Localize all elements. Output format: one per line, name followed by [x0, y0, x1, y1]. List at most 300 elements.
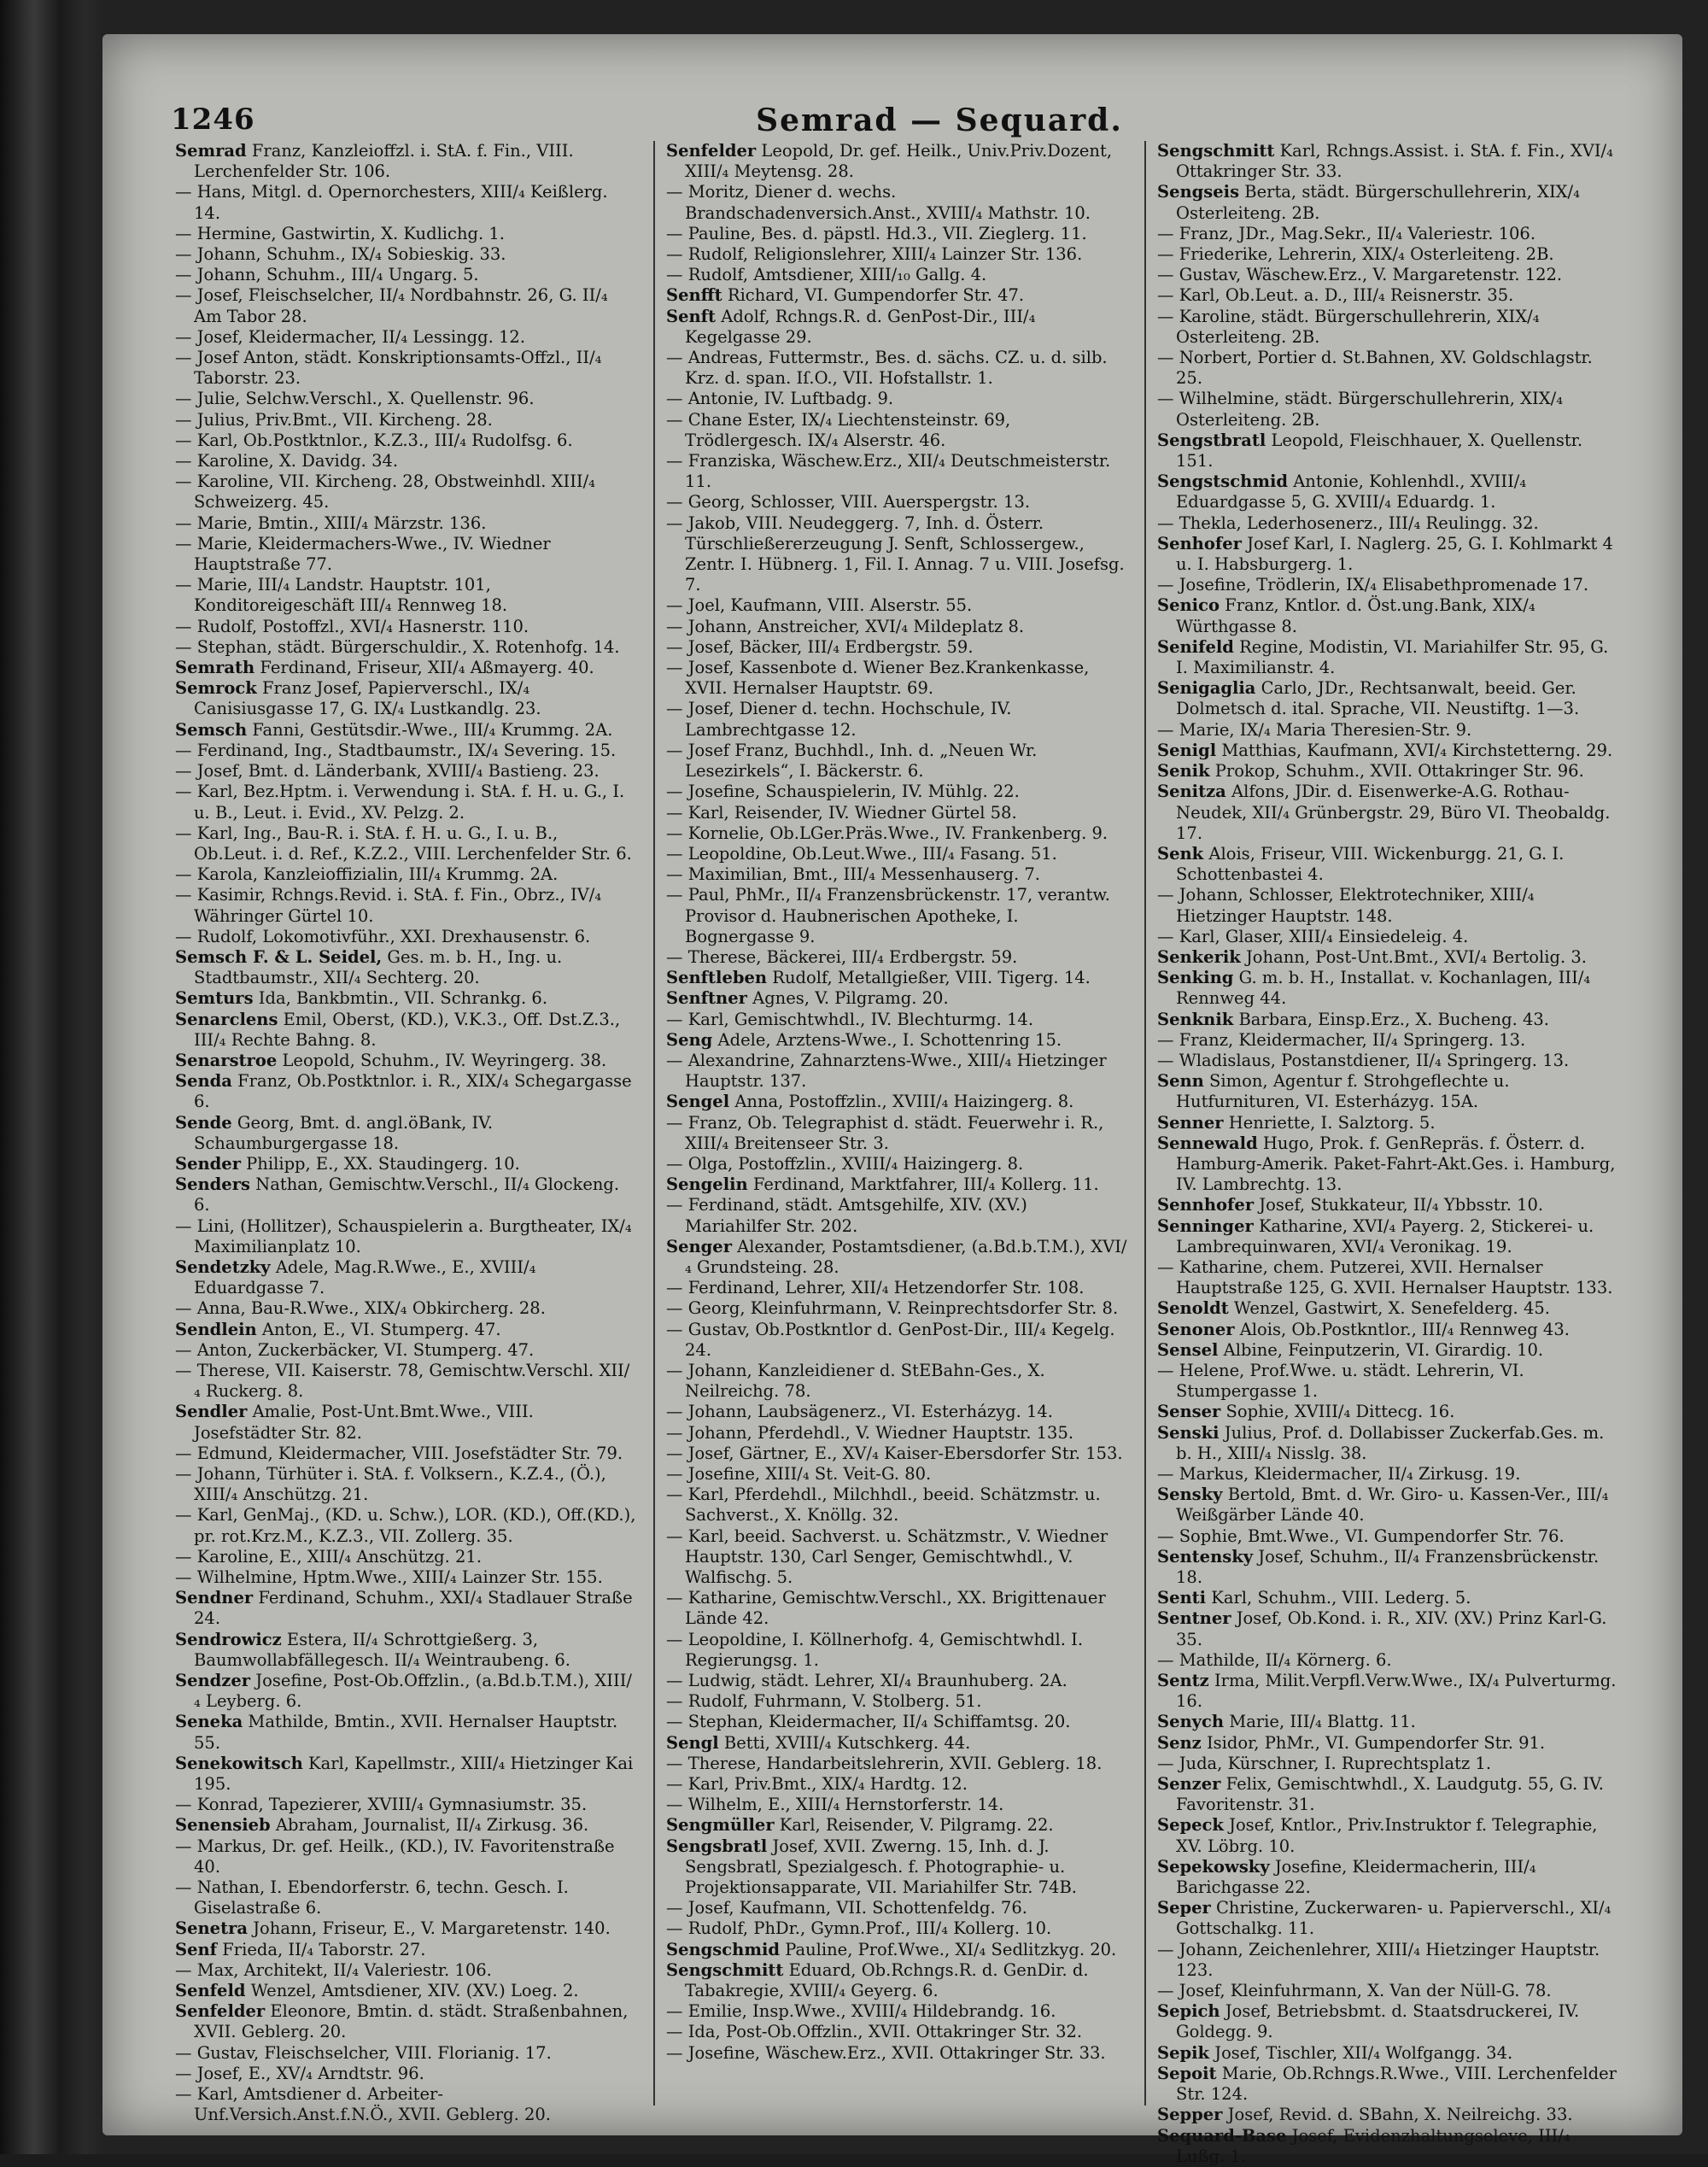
directory-entry — [175, 720, 636, 741]
entry-text: Betti, XVIII/₄ Kutschkerg. 44. — [718, 1732, 971, 1753]
entry-text: — Joel, Kaufmann, VIII. Alserstr. 55. — [666, 595, 973, 616]
entry-text: — Karl, Ing., Bau-R. i. StA. f. H. u. G., I. u. B., Ob.Leut. i. d. Ref., K.Z.2., VIII. Lerchenfelder Str. 6. — [175, 823, 632, 864]
directory-entry — [175, 1340, 636, 1361]
entry-text: Berta, städt. Bürgerschullehrerin, XIX/₄ Osterleiteng. 2B. — [1176, 182, 1580, 223]
entry-surname: Senking — [1157, 968, 1234, 988]
entry-text: — Josef, Fleischselcher, II/₄ Nordbahnstr. 26, G. II/₄ Am Tabor 28. — [175, 285, 608, 326]
column-divider — [653, 141, 655, 2106]
entry-surname: Sendetzky — [175, 1256, 271, 1277]
entry-surname: Sennewald — [1157, 1133, 1258, 1153]
entry-text: Wenzel, Gastwirt, X. Senefelderg. 45. — [1228, 1298, 1550, 1319]
directory-entry — [1157, 1733, 1618, 1754]
entry-surname: Senti — [1157, 1588, 1207, 1608]
directory-entry — [1157, 1588, 1618, 1608]
entry-text: Matthias, Kaufmann, XVI/₄ Kirchstetterng. 29. — [1216, 740, 1613, 760]
entry-text: Nathan, Gemischtw.Verschl., II/₄ Glockeng. 6. — [194, 1174, 620, 1215]
entry-text: — Chane Ester, IX/₄ Liechtensteinstr. 69, Trödlergesch. IX/₄ Alserstr. 46. — [666, 409, 1011, 450]
directory-entry — [666, 1298, 1127, 1319]
entry-surname: Sengschmid — [666, 1939, 781, 1959]
entry-text: Simon, Agentur f. Strohgeflechte u. Hutfurnituren, VI. Esterházyg. 15A. — [1176, 1071, 1510, 1112]
entry-surname: Sengsbratl — [666, 1836, 768, 1856]
directory-entry — [666, 265, 1127, 285]
column-2 — [666, 141, 1127, 2106]
directory-entry — [666, 1671, 1127, 1691]
entry-text: — Olga, Postoffzlin., XVIII/₄ Haizingerg. 8. — [666, 1153, 1024, 1174]
directory-entry — [1157, 244, 1618, 265]
entry-text: — Mathilde, II/₄ Körnerg. 6. — [1157, 1649, 1392, 1670]
entry-text: Frieda, II/₄ Taborstr. 27. — [217, 1939, 426, 1959]
directory-entry — [175, 1402, 636, 1443]
directory-entry — [666, 1712, 1127, 1732]
directory-entry — [1157, 761, 1618, 782]
entry-text: G. m. b. H., Installat. v. Kochanlagen, III/₄ Rennweg 44. — [1176, 968, 1591, 1009]
directory-entry — [666, 1237, 1127, 1278]
directory-entry — [666, 1795, 1127, 1815]
directory-entry — [1157, 1298, 1618, 1319]
entry-text: — Rudolf, Amtsdiener, XIII/₁₀ Gallg. 4. — [666, 265, 987, 285]
entry-surname: Sengschmitt — [666, 1959, 784, 1980]
entry-text: Hugo, Prok. f. GenRepräs. f. Österr. d. Hamburg-Amerik. Paket-Fahrt-Akt.Ges. i. Hamburg, IV. Lambrechtg. 13. — [1176, 1133, 1616, 1195]
entry-surname: Sensel — [1157, 1339, 1219, 1360]
directory-entry — [175, 1567, 636, 1588]
entry-text: Karl, Schuhm., VIII. Lederg. 5. — [1206, 1588, 1471, 1608]
entry-surname: Senych — [1157, 1712, 1225, 1732]
entry-text: — Franz, Kleidermacher, II/₄ Springerg. 13. — [1157, 1029, 1526, 1050]
entry-text: Josefine, Post-Ob.Offzlin., (a.Bd.b.T.M.), XIII/₄ Leyberg. 6. — [194, 1671, 632, 1712]
entry-text: Franz Josef, Papierverschl., IX/₄ Canisiusgasse 17, G. IX/₄ Lustkandlg. 23. — [194, 678, 541, 719]
directory-entry — [175, 864, 636, 885]
entry-text: — Therese, Handarbeitslehrerin, XVII. Geblerg. 18. — [666, 1753, 1103, 1773]
directory-entry — [666, 2001, 1127, 2022]
entry-surname: Semsch F. & L. Seidel, — [175, 946, 383, 967]
directory-entry — [666, 1836, 1127, 1899]
entry-text: — Josefine, Wäschew.Erz., XVII. Ottakringer Str. 33. — [666, 2042, 1106, 2063]
entry-surname: Senninger — [1157, 1215, 1254, 1236]
directory-entry — [666, 1464, 1127, 1485]
directory-entry — [1157, 637, 1618, 678]
entry-text: — Kasimir, Rchngs.Revid. i. StA. f. Fin., Obrz., IV/₄ Währinger Gürtel 10. — [175, 885, 602, 926]
directory-entry — [666, 224, 1127, 244]
entry-text: — Josefine, Trödlerin, IX/₄ Elisabethpromenade 17. — [1157, 575, 1589, 595]
directory-entry — [175, 1154, 636, 1174]
directory-entry — [1157, 1361, 1618, 1402]
directory-entry — [175, 1547, 636, 1567]
directory-entry — [175, 885, 636, 926]
directory-entry — [175, 348, 636, 389]
directory-entry — [666, 617, 1127, 637]
entry-surname: Senk — [1157, 843, 1204, 864]
entry-surname: Sentensky — [1157, 1546, 1254, 1567]
directory-entry — [175, 265, 636, 285]
directory-entry — [1157, 1940, 1618, 1981]
entry-surname: Sengl — [666, 1732, 719, 1753]
directory-entry — [1157, 1195, 1618, 1215]
entry-text: — Anton, Zuckerbäcker, VI. Stumperg. 47. — [175, 1339, 535, 1360]
directory-entry — [175, 782, 636, 823]
directory-entry — [666, 1195, 1127, 1236]
entry-text: — Wilhelmine, Hptm.Wwe., XIII/₄ Lainzer Str. 155. — [175, 1567, 603, 1588]
entry-surname: Senensieb — [175, 1815, 271, 1836]
directory-entry — [175, 141, 636, 182]
directory-entry — [1157, 141, 1618, 182]
directory-entry — [666, 1485, 1127, 1526]
entry-text: — Katharine, chem. Putzerei, XVII. Hernalser Hauptstraße 125, G. XVII. Hernalser Hauptstr. 133. — [1157, 1256, 1613, 1298]
entry-text: — Johann, Schlosser, Elektrotechniker, XIII/₄ Hietzinger Hauptstr. 148. — [1157, 885, 1535, 926]
entry-text: Prokop, Schuhm., XVII. Ottakringer Str. 96. — [1209, 761, 1584, 782]
directory-entry — [1157, 2126, 1618, 2167]
directory-entry — [1157, 1857, 1618, 1898]
directory-entry — [175, 224, 636, 244]
directory-entry — [1157, 1981, 1618, 2001]
entry-surname: Senftner — [666, 988, 747, 1009]
directory-entry — [1157, 307, 1618, 348]
entry-text: — Karl, Ob.Postktnlor., K.Z.3., III/₄ Rudolfsg. 6. — [175, 430, 573, 450]
directory-entry — [175, 1361, 636, 1402]
entry-text: — Rudolf, Fuhrmann, V. Stolberg. 51. — [666, 1691, 982, 1712]
directory-entry — [666, 492, 1127, 512]
entry-surname: Senftleben — [666, 968, 768, 988]
entry-surname: Semturs — [175, 988, 254, 1009]
directory-entry — [1157, 1340, 1618, 1361]
directory-entry — [1157, 595, 1618, 636]
entry-surname: Sender — [175, 1153, 241, 1174]
entry-text: Josef, Tischler, XII/₄ Wolfgangg. 34. — [1209, 2042, 1513, 2063]
directory-entry — [666, 1588, 1127, 1629]
directory-entry — [666, 1691, 1127, 1712]
entry-text: — Gustav, Fleischselcher, VIII. Florianig. 17. — [175, 2042, 552, 2063]
entry-text: Rudolf, Metallgießer, VIII. Tigerg. 14. — [767, 968, 1091, 988]
entry-text: Antonie, Kohlenhdl., XVIII/₄ Eduardgasse 5, G. XVIII/₄ Eduardg. 1. — [1176, 471, 1527, 512]
entry-surname: Sengstbratl — [1157, 430, 1266, 450]
directory-entry — [666, 307, 1127, 348]
directory-entry — [1157, 1898, 1618, 1939]
entry-text: — Josef, Gärtner, E., XV/₄ Kaiser-Ebersdorfer Str. 153. — [666, 1443, 1123, 1463]
entry-text: — Stephan, Kleidermacher, II/₄ Schiffamtsg. 20. — [666, 1712, 1071, 1732]
directory-entry — [175, 988, 636, 1009]
directory-entry — [175, 513, 636, 534]
directory-entry — [1157, 182, 1618, 223]
directory-entry — [1157, 1133, 1618, 1196]
entry-text: Adolf, Rchngs.R. d. GenPost-Dir., III/₄ Kegelgasse 29. — [685, 306, 1036, 347]
directory-entry — [1157, 968, 1618, 1009]
entry-text: — Karl, Gemischtwhdl., IV. Blechturmg. 14. — [666, 1009, 1034, 1029]
directory-entry — [175, 1444, 636, 1464]
directory-entry — [175, 1671, 636, 1712]
column-divider — [1144, 141, 1146, 2106]
directory-entry — [175, 451, 636, 471]
entry-surname: Sengelin — [666, 1174, 748, 1195]
directory-entry — [666, 2043, 1127, 2064]
entry-surname: Sepik — [1157, 2042, 1210, 2063]
directory-entry — [1157, 1423, 1618, 1464]
entry-text: — Karl, Amtsdiener d. Arbeiter-Unf.Versich.Anst.f.N.Ö., XVII. Geblerg. 20. — [175, 2084, 552, 2125]
entry-text: Josef, Ob.Kond. i. R., XIV. (XV.) Prinz Karl-G. 35. — [1176, 1608, 1607, 1649]
entry-text: — Gustav, Wäschew.Erz., V. Margaretenstr. 122. — [1157, 265, 1563, 285]
directory-entry — [175, 285, 636, 326]
directory-columns — [175, 141, 1623, 2166]
directory-entry — [666, 389, 1127, 409]
directory-entry — [1157, 844, 1618, 885]
entry-text: Alois, Ob.Postkntlor., III/₄ Rennweg 43. — [1234, 1319, 1570, 1339]
directory-entry — [666, 658, 1127, 699]
entry-text: Karl, Kapellmstr., XIII/₄ Hietzinger Kai 195. — [194, 1753, 634, 1795]
directory-entry — [666, 1444, 1127, 1464]
entry-text: Anna, Postoffzlin., XVIII/₄ Haizingerg. 8. — [729, 1092, 1074, 1112]
directory-entry — [1157, 224, 1618, 244]
directory-entry — [175, 658, 636, 678]
directory-entry — [175, 741, 636, 761]
directory-entry — [175, 1010, 636, 1051]
entry-surname: Senik — [1157, 761, 1210, 782]
directory-entry — [1157, 1815, 1618, 1856]
directory-entry — [175, 1588, 636, 1629]
entry-text: — Josef, Kassenbote d. Wiener Bez.Krankenkasse, XVII. Hernalser Hauptstr. 69. — [666, 658, 1090, 699]
entry-text: Ferdinand, Friseur, XII/₄ Aßmayerg. 40. — [254, 658, 594, 678]
entry-text: Josef, Schuhm., II/₄ Franzensbrückenstr. 18. — [1176, 1546, 1600, 1588]
directory-entry — [175, 1940, 636, 1960]
entry-text: — Alexandrine, Zahnarztens-Wwe., XIII/₄ Hietzinger Hauptstr. 137. — [666, 1050, 1107, 1092]
entry-text: — Julius, Priv.Bmt., VII. Kircheng. 28. — [175, 409, 493, 430]
entry-text: — Karola, Kanzleioffizialin, III/₄ Krummg. 2A. — [175, 864, 559, 885]
entry-surname: Senders — [175, 1174, 250, 1195]
directory-entry — [175, 1795, 636, 1815]
entry-surname: Senser — [1157, 1402, 1221, 1422]
directory-entry — [666, 988, 1127, 1009]
directory-entry — [175, 1712, 636, 1753]
entry-surname: Sengschmitt — [1157, 141, 1275, 161]
entry-text: — Ludwig, städt. Lehrer, XI/₄ Braunhuberg. 2A. — [666, 1671, 1068, 1691]
directory-entry — [666, 513, 1127, 596]
entry-text: Albine, Feinputzerin, VI. Girardig. 10. — [1218, 1339, 1544, 1360]
directory-entry — [666, 741, 1127, 782]
entry-text: — Julie, Selchw.Verschl., X. Quellenstr. 96. — [175, 389, 535, 409]
entry-text: — Johann, Laubsägenerz., VI. Esterházyg. 14. — [666, 1402, 1054, 1422]
entry-text: — Ida, Post-Ob.Offzlin., XVII. Ottakringer Str. 32. — [666, 2022, 1083, 2042]
directory-entry — [175, 678, 636, 719]
directory-entry — [666, 1051, 1127, 1092]
entry-text: — Ferdinand, Lehrer, XII/₄ Hetzendorfer Str. 108. — [666, 1278, 1085, 1298]
entry-text: Alois, Friseur, VIII. Wickenburgg. 21, G. I. Schottenbastei 4. — [1176, 843, 1565, 885]
entry-text: — Hermine, Gastwirtin, X. Kudlichg. 1. — [175, 223, 506, 243]
entry-surname: Senfelder — [175, 2001, 266, 2022]
entry-text: — Marie, III/₄ Landstr. Hauptstr. 101, Konditoreigeschäft III/₄ Rennweg 18. — [175, 575, 508, 616]
entry-surname: Senn — [1157, 1071, 1204, 1092]
directory-entry — [666, 410, 1127, 451]
directory-entry — [666, 1320, 1127, 1361]
directory-entry — [175, 823, 636, 864]
entry-surname: Senkerik — [1157, 946, 1241, 967]
entry-text: — Karl, Ob.Leut. a. D., III/₄ Reisnerstr. 35. — [1157, 285, 1514, 306]
entry-text: Leopold, Dr. gef. Heilk., Univ.Priv.Dozent, XIII/₄ Meytensg. 28. — [685, 141, 1113, 182]
entry-text: — Rudolf, Postoffzl., XVI/₄ Hasnerstr. 110. — [175, 616, 529, 636]
entry-surname: Sensky — [1157, 1485, 1223, 1505]
directory-entry — [175, 637, 636, 658]
entry-text: — Sophie, Bmt.Wwe., VI. Gumpendorfer Str. 76. — [1157, 1526, 1565, 1546]
entry-text: — Josef, Kaufmann, VII. Schottenfeldg. 76. — [666, 1898, 1027, 1918]
entry-surname: Seng — [666, 1029, 713, 1050]
entry-text: — Leopoldine, I. Köllnerhofg. 4, Gemischtwhdl. I. Regierungsg. 1. — [666, 1629, 1084, 1670]
entry-text: — Franz, Ob. Telegraphist d. städt. Feuerwehr i. R., XIII/₄ Breitenseer Str. 3. — [666, 1112, 1104, 1153]
directory-entry — [1157, 389, 1618, 430]
entry-text: — Gustav, Ob.Postkntlor d. GenPost-Dir., III/₄ Kegelg. 24. — [666, 1319, 1115, 1360]
entry-text: — Rudolf, Religionslehrer, XIII/₄ Lainzer Str. 136. — [666, 244, 1083, 265]
entry-text: — Georg, Kleinfuhrmann, V. Reinprechtsdorfer Str. 8. — [666, 1298, 1119, 1319]
entry-surname: Senfelder — [666, 141, 757, 161]
entry-surname: Sendler — [175, 1402, 248, 1422]
directory-entry — [1157, 885, 1618, 926]
directory-entry — [1157, 1671, 1618, 1712]
directory-entry — [175, 1051, 636, 1071]
entry-surname: Senz — [1157, 1732, 1202, 1753]
directory-entry — [1157, 471, 1618, 512]
entry-text: — Johann, Zeichenlehrer, XIII/₄ Hietzinger Hauptstr. 123. — [1157, 1939, 1600, 1980]
entry-text: — Ferdinand, Ing., Stadtbaumstr., IX/₄ Severing. 15. — [175, 740, 617, 760]
entry-surname: Senknik — [1157, 1009, 1234, 1029]
entry-surname: Sengmüller — [666, 1815, 775, 1836]
entry-text: Ferdinand, Schuhm., XXI/₄ Stadlauer Straße 24. — [194, 1588, 633, 1629]
entry-text: Amalie, Post-Unt.Bmt.Wwe., VIII. Josefstädter Str. 82. — [194, 1402, 534, 1443]
entry-text: Anton, E., VI. Stumperg. 47. — [256, 1319, 501, 1339]
directory-entry — [666, 1940, 1127, 1960]
entry-surname: Senarstroe — [175, 1050, 278, 1070]
directory-entry — [1157, 1216, 1618, 1257]
entry-text: Estera, II/₄ Schrottgießerg. 3, Baumwollabfällegesch. II/₄ Weintraubeng. 6. — [194, 1629, 570, 1670]
directory-entry — [666, 1113, 1127, 1154]
entry-text: Josef, Kntlor., Priv.Instruktor f. Telegraphie, XV. Löbrg. 10. — [1176, 1815, 1598, 1856]
entry-surname: Senetra — [175, 1918, 248, 1939]
entry-text: Pauline, Prof.Wwe., XI/₄ Sedlitzkyg. 20. — [780, 1939, 1117, 1959]
entry-text: — Johann, Schuhm., IX/₄ Sobieskig. 33. — [175, 244, 506, 265]
entry-surname: Semsch — [175, 719, 248, 740]
entry-surname: Sendzer — [175, 1671, 251, 1691]
entry-text: — Johann, Pferdehdl., V. Wiedner Hauptstr. 135. — [666, 1422, 1074, 1443]
entry-text: — Josefine, XIII/₄ St. Veit-G. 80. — [666, 1464, 932, 1484]
entry-surname: Sepoit — [1157, 2063, 1217, 2083]
entry-text: Marie, Ob.Rchngs.R.Wwe., VIII. Lerchenfelder Str. 124. — [1176, 2063, 1617, 2105]
directory-entry — [175, 2084, 636, 2125]
entry-surname: Sequard-Base — [1157, 2125, 1287, 2146]
directory-entry — [666, 1423, 1127, 1444]
directory-entry — [175, 1113, 636, 1154]
entry-text: Alexander, Postamtsdiener, (a.Bd.b.T.M.), XVI/₄ Grundsteing. 28. — [685, 1236, 1127, 1277]
entry-text: — Therese, VII. Kaiserstr. 78, Gemischtw.Verschl. XII/₄ Ruckerg. 8. — [175, 1360, 630, 1402]
entry-surname: Sentz — [1157, 1671, 1209, 1691]
entry-text: Alfons, JDir. d. Eisenwerke-A.G. Rothau-Neudek, XII/₄ Grünbergstr. 29, Büro VI. Theobaldg. 17. — [1176, 782, 1611, 843]
entry-text: — Karoline, X. Davidg. 34. — [175, 451, 399, 471]
entry-surname: Sepeck — [1157, 1815, 1224, 1836]
entry-text: — Johann, Anstreicher, XVI/₄ Mildeplatz 8. — [666, 616, 1025, 636]
entry-text: Franz, Kntlor. d. Öst.ung.Bank, XIX/₄ Würthgasse 8. — [1176, 595, 1535, 636]
directory-entry — [1157, 741, 1618, 761]
directory-entry — [1157, 2064, 1618, 2105]
entry-surname: Sendrowicz — [175, 1629, 282, 1649]
entry-text: — Josef, Bmt. d. Länderbank, XVIII/₄ Bastieng. 23. — [175, 761, 600, 782]
entry-text: — Johann, Schuhm., III/₄ Ungarg. 5. — [175, 265, 479, 285]
entry-surname: Senhofer — [1157, 533, 1242, 553]
entry-surname: Senger — [666, 1236, 732, 1256]
entry-text: — Josefine, Schauspielerin, IV. Mühlg. 22. — [666, 782, 1020, 802]
entry-text: — Franz, JDr., Mag.Sekr., II/₄ Valeriestr. 106. — [1157, 223, 1536, 243]
entry-text: Sophie, XVIII/₄ Ditteсg. 16. — [1220, 1402, 1455, 1422]
entry-text: — Marie, Kleidermachers-Wwe., IV. Wiedner Hauptstraße 77. — [175, 533, 551, 575]
directory-entry — [1157, 1257, 1618, 1298]
entry-text: — Johann, Kanzleidiener d. StEBahn-Ges., X. Neilreichg. 78. — [666, 1360, 1045, 1402]
entry-text: Johann, Friseur, E., V. Margaretenstr. 140. — [248, 1918, 611, 1939]
directory-entry — [175, 1918, 636, 1939]
directory-entry — [1157, 1464, 1618, 1485]
entry-surname: Semrock — [175, 678, 257, 699]
entry-surname: Senico — [1157, 595, 1220, 616]
entry-text: — Moritz, Diener d. wechs. Brandschadenversich.Anst., XVIII/₄ Mathstr. 10. — [666, 182, 1091, 223]
entry-text: Philipp, E., XX. Staudingerg. 10. — [240, 1153, 520, 1174]
entry-surname: Sentner — [1157, 1608, 1231, 1629]
entry-text: — Pauline, Bes. d. päpstl. Hd.3., VII. Zieglerg. 11. — [666, 223, 1087, 243]
entry-text: — Max, Architekt, II/₄ Valeriestr. 106. — [175, 1959, 492, 1980]
entry-text: — Leopoldine, Ob.Leut.Wwe., III/₄ Fasang. 51. — [666, 843, 1057, 864]
directory-entry — [666, 1278, 1127, 1298]
entry-text: — Josef, Kleinfuhrmann, X. Van der Nüll-G. 78. — [1157, 1981, 1552, 2001]
entry-surname: Senigl — [1157, 740, 1217, 760]
entry-text: Mathilde, Bmtin., XVII. Hernalser Hauptstr. 55. — [194, 1712, 618, 1753]
directory-entry — [175, 575, 636, 616]
entry-text: — Franziska, Wäschew.Erz., XII/₄ Deutschmeisterstr. 11. — [666, 451, 1111, 492]
entry-text: Carlo, JDr., Rechtsanwalt, beeid. Ger. Dolmetsch d. ital. Sprache, VII. Neustiftg. 1—3. — [1176, 678, 1580, 719]
directory-entry — [666, 1815, 1127, 1836]
directory-entry — [175, 617, 636, 637]
directory-entry — [666, 1174, 1127, 1195]
directory-entry — [666, 803, 1127, 823]
entry-text: — Stephan, städt. Bürgerschuldir., X. Rotenhofg. 14. — [175, 636, 620, 657]
entry-text: — Rudolf, PhDr., Gymn.Prof., III/₄ Kollerg. 10. — [666, 1918, 1052, 1939]
directory-entry — [666, 1754, 1127, 1774]
directory-entry — [1157, 430, 1618, 471]
directory-entry — [666, 823, 1127, 844]
directory-entry — [666, 244, 1127, 265]
directory-entry — [175, 327, 636, 348]
directory-entry — [175, 1071, 636, 1112]
entry-text: Regine, Modistin, VI. Mariahilfer Str. 95, G. I. Maximilianstr. 4. — [1176, 636, 1609, 678]
directory-entry — [1157, 1010, 1618, 1030]
column-3 — [1157, 141, 1618, 2166]
directory-entry — [1157, 720, 1618, 741]
entry-text: — Karl, Priv.Bmt., XIX/₄ Hardtg. 12. — [666, 1774, 968, 1795]
entry-text: — Konrad, Tapezierer, XVIII/₄ Gymnasiumstr. 35. — [175, 1795, 588, 1815]
directory-entry — [666, 637, 1127, 658]
entry-text: — Markus, Kleidermacher, II/₄ Zirkusg. 19. — [1157, 1464, 1521, 1484]
directory-entry — [175, 1630, 636, 1671]
entry-text: — Josef, Kleidermacher, II/₄ Lessingg. 12. — [175, 326, 526, 347]
entry-text: Josef, Revid. d. SBahn, X. Neilreichg. 33. — [1222, 2105, 1573, 2125]
entry-text: — Ferdinand, städt. Amtsgehilfe, XIV. (XV.) Mariahilfer Str. 202. — [666, 1195, 1027, 1236]
entry-text: — Josef Anton, städt. Konskriptionsamts-Offzl., II/₄ Taborstr. 23. — [175, 348, 602, 389]
directory-entry — [666, 699, 1127, 740]
entry-text: Leopold, Schuhm., IV. Weyringerg. 38. — [277, 1050, 607, 1070]
directory-entry — [1157, 1030, 1618, 1051]
directory-entry — [175, 1960, 636, 1981]
column-1 — [175, 141, 636, 2125]
directory-entry — [175, 430, 636, 451]
entry-text: — Wladislaus, Postanstdiener, II/₄ Springerg. 13. — [1157, 1050, 1570, 1070]
entry-text: Josef, Stukkateur, II/₄ Ybbsstr. 10. — [1254, 1195, 1544, 1215]
directory-entry — [666, 1526, 1127, 1589]
directory-entry — [666, 844, 1127, 864]
entry-text: — Anna, Bau-R.Wwe., XIX/₄ Obkircherg. 28. — [175, 1298, 546, 1319]
entry-text: Isidor, PhMr., VI. Gumpendorfer Str. 91. — [1201, 1732, 1546, 1753]
directory-entry — [1157, 1320, 1618, 1340]
directory-entry — [1157, 2001, 1618, 2042]
page-number: 1246 — [171, 102, 255, 137]
directory-entry — [175, 2001, 636, 2042]
